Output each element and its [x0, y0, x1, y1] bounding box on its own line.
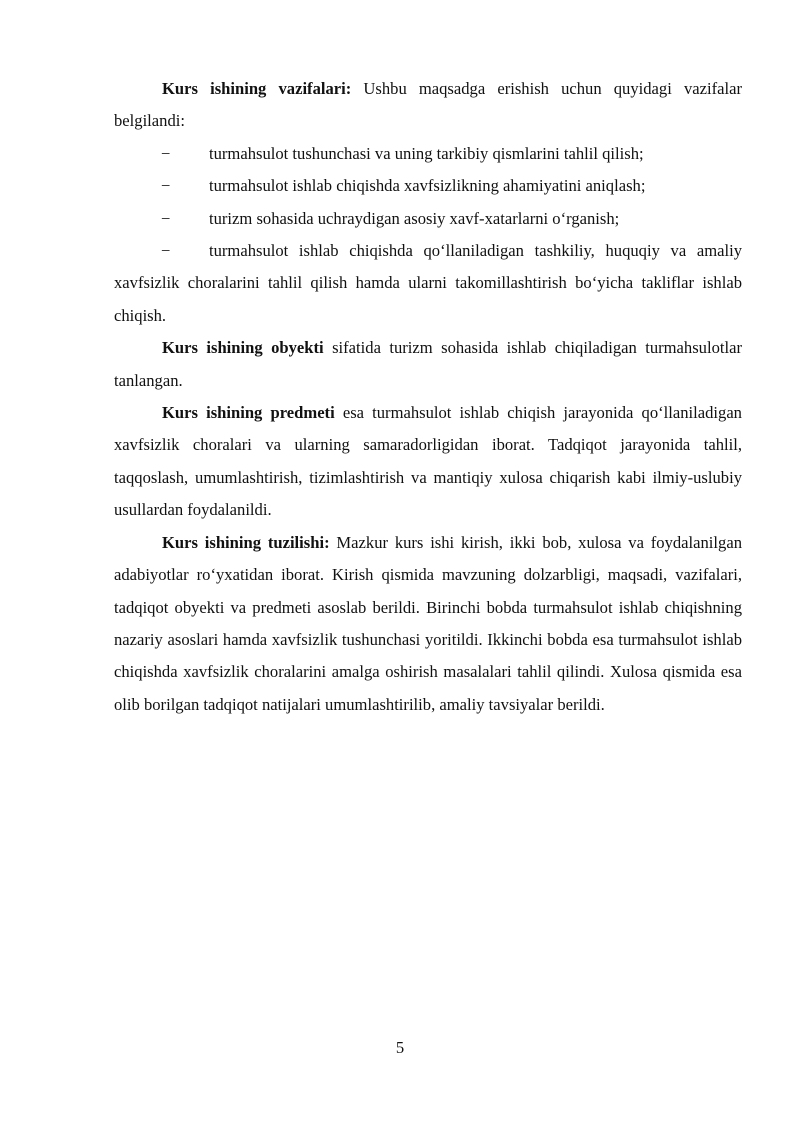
tasks-intro: Ushbu maqsadga erishish uchun quyidagi vazifalar belgilandi: [114, 79, 742, 131]
dash-icon: − [161, 143, 171, 163]
object-paragraph [114, 332, 742, 397]
dash-icon: − [161, 208, 171, 228]
list-item [114, 170, 742, 202]
structure-heading: Kurs ishining tuzilishi: [162, 532, 330, 552]
subject-paragraph [114, 397, 742, 527]
list-item-text: turmahsulot ishlab chiqishda qo‘llaniladigan tashkiliy, huquqiy va amaliy xavfsizlik choralarini tahlil qilish hamda ularni takomillashtirish bo‘yicha takliflar ishlab chiqish. [114, 241, 742, 325]
subject-heading: Kurs ishining predmeti [162, 403, 335, 423]
dash-icon: − [161, 241, 171, 261]
tasks-heading: Kurs ishining vazifalari: [162, 79, 352, 98]
list-item [114, 203, 742, 235]
structure-text: Mazkur kurs ishi kirish, ikki bob, xulosa va foydalanilgan adabiyotlar ro‘yxatidan iborat. Kirish qismida mavzuning dolzarbligi, maqsadi, vazifalari, tadqiqot obyekti va predmeti asoslab berildi. Birinchi bobda turmahsulot ishlab chiqishning nazariy asoslari hamda xavfsizlik tushunchasi yoritildi. Ikkinchi bobda esa turmahsulot ishlab chiqishda xavfsizlik choralarini amalga oshirish masalalari tahlil qilindi. Xulosa qismida esa olib borilgan tadqiqot natijalari umumlashtirilib, amaliy tavsiyalar berildi. [114, 532, 742, 714]
list-item-text: turmahsulot tushunchasi va uning tarkibiy qismlarini tahlil qilish; [209, 143, 644, 163]
document-page [114, 73, 742, 721]
list-item-text: turizm sohasida uchraydigan asosiy xavf-xatarlarni o‘rganish; [209, 208, 620, 228]
structure-paragraph [114, 527, 742, 721]
dash-icon: − [161, 176, 171, 196]
list-item [114, 235, 742, 332]
page-number: 5 [395, 1038, 405, 1057]
list-item [114, 138, 742, 170]
object-heading: Kurs ishining obyekti [162, 338, 324, 358]
list-item-text: turmahsulot ishlab chiqishda xavfsizlikning ahamiyatini aniqlash; [209, 176, 646, 196]
subject-text: esa turmahsulot ishlab chiqish jarayonida qo‘llaniladigan xavfsizlik choralari va ularning samaradorligidan iborat. Tadqiqot jarayonida tahlil, taqqoslash, umumlashtirish, tizimlashtirish va mantiqiy xulosa chiqarish kabi ilmiy-uslubiy usullardan foydalanildi. [114, 403, 742, 520]
object-text: sifatida turizm sohasida ishlab chiqiladigan turmahsulotlar tanlangan. [114, 338, 742, 390]
tasks-paragraph [114, 73, 742, 138]
